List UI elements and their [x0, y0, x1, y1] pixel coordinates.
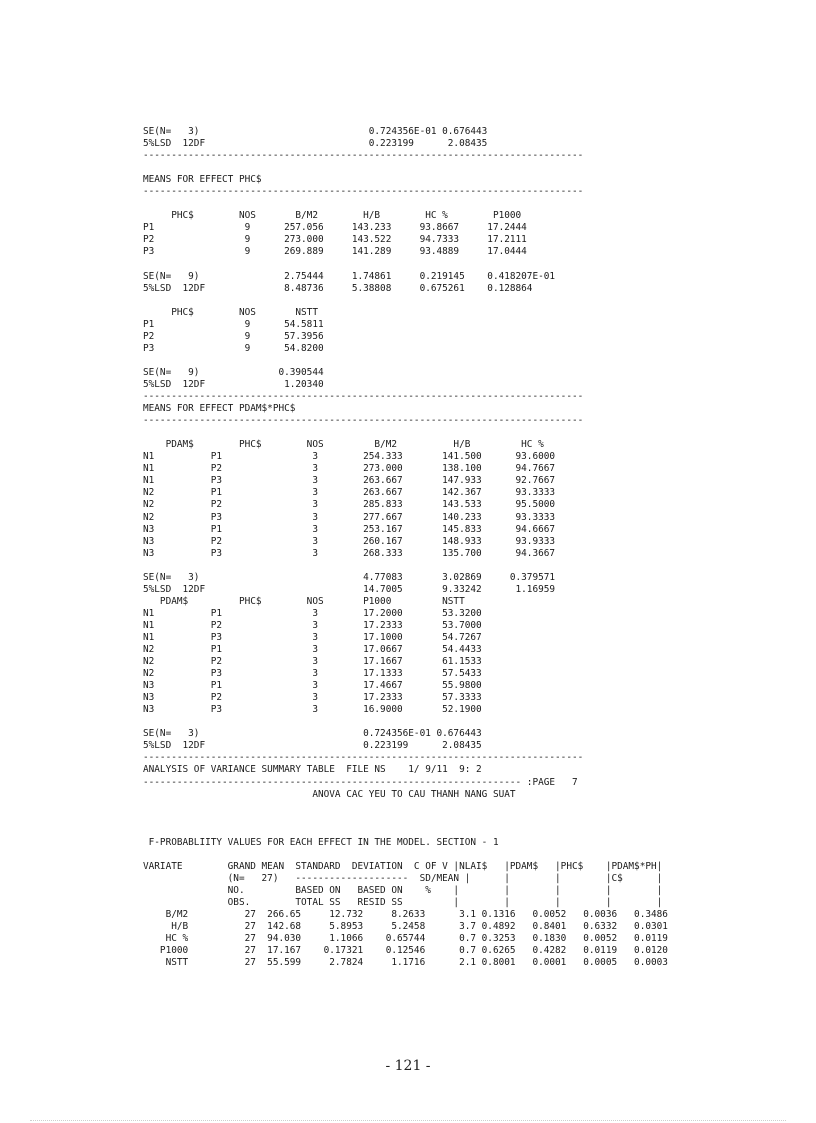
bottom-dotted-rule: [30, 1120, 786, 1121]
printout-line: NO. BASED ON BASED ON % | | | | |: [143, 884, 663, 896]
printout-line: N3 P1 3 253.167 145.833 94.6667: [143, 523, 556, 535]
printout-line: PHC$ NOS NSTT: [143, 306, 318, 318]
printout-line: [143, 813, 668, 825]
printout-line: H/B 27 142.68 5.8953 5.2458 3.7 0.4892 0.8401 0.6332 0.0301: [143, 921, 668, 933]
printout-line: N1 P3 3 17.1000 54.7267: [143, 631, 482, 643]
printout-line: 5%LSD 12DF 0.223199 2.08435: [143, 740, 482, 752]
printout-line: SE(N= 3) 0.724356E-01 0.676443: [143, 126, 488, 137]
printout-line: 5%LSD 12DF 1.20340: [143, 378, 324, 390]
printout-line: [143, 427, 668, 439]
printout-line: PDAM$ PHC$ NOS P1000 NSTT: [143, 595, 465, 607]
printout-line: N2 P3 3 17.1333 57.5433: [143, 668, 482, 680]
printout-line: (N= 27) -------------------- SD/MEAN | | | |C$ |: [143, 872, 663, 884]
printout-line: N1 P1 3 17.2000 53.3200: [143, 607, 482, 619]
printout-line: ANOVA CAC YEU TO CAU THANH NANG SUAT: [143, 788, 516, 800]
printout-line: N1 P2 3 17.2333 53.7000: [143, 619, 482, 631]
printout-line: N1 P3 3 263.667 147.933 92.7667: [143, 475, 556, 487]
printout-line: ANALYSIS OF VARIANCE SUMMARY TABLE FILE NS 1/ 9/11 9: 2: [143, 764, 482, 776]
page-number: - 121 -: [385, 1058, 431, 1074]
printout-line: P3 9 54.8200: [143, 342, 324, 354]
printout-line: VARIATE GRAND MEAN STANDARD DEVIATION C OF V |NLAI$ |PDAM$ |PHC$ |PDAM$*PH|: [143, 860, 663, 872]
printout-line: N3 P3 3 268.333 135.700 94.3667: [143, 547, 556, 559]
printout-line: ------------------------------------------------------------------------------: [143, 415, 584, 427]
printout-line: [143, 162, 668, 174]
printout-line: OBS. TOTAL SS RESID SS | | | | |: [143, 897, 663, 908]
printout-line: P1 9 54.5811: [143, 318, 324, 330]
printout-line: N2 P2 3 285.833 143.533 95.5000: [143, 499, 556, 511]
printout-line: 5%LSD 12DF 0.223199 2.08435: [143, 138, 488, 150]
printout-line: N3 P2 3 17.2333 57.3333: [143, 692, 482, 704]
printout-line: [143, 716, 668, 728]
printout-line: P2 9 57.3956: [143, 330, 324, 342]
printout-line: P1000 27 17.167 0.17321 0.12546 0.7 0.6265 0.4282 0.0119 0.0120: [143, 945, 668, 957]
printout-line: P1 9 257.056 143.233 93.8667 17.2444: [143, 222, 527, 234]
printout-line: 5%LSD 12DF 14.7005 9.33242 1.16959: [143, 583, 556, 595]
printout-line: ------------------------------------------------------------------------------: [143, 150, 584, 162]
printout-line: N2 P1 3 263.667 142.367 93.3333: [143, 487, 556, 499]
printout-line: HC % 27 94.030 1.1066 0.65744 0.7 0.3253 0.1830 0.0052 0.0119: [143, 933, 668, 945]
printout-line: N1 P1 3 254.333 141.500 93.6000: [143, 451, 556, 463]
printout-line: N3 P3 3 16.9000 52.1900: [143, 704, 482, 716]
printout-line: NSTT 27 55.599 2.7824 1.1716 2.1 0.8001 0.0001 0.0005 0.0003: [143, 957, 668, 969]
printout-line: PHC$ NOS B/M2 H/B HC % P1000: [143, 210, 522, 222]
printout-line: PDAM$ PHC$ NOS B/M2 H/B HC %: [143, 439, 544, 451]
printout-line: F-PROBABLIITY VALUES FOR EACH EFFECT IN THE MODEL. SECTION - 1: [143, 836, 499, 848]
printout-line: SE(N= 3) 0.724356E-01 0.676443: [143, 728, 482, 740]
printout-line: N2 P2 3 17.1667 61.1533: [143, 656, 482, 668]
printout-line: P2 9 273.000 143.522 94.7333 17.2111: [143, 234, 527, 246]
printout-line: B/M2 27 266.65 12.732 8.2633 3.1 0.1316 0.0052 0.0036 0.3486: [143, 909, 668, 921]
printout-line: SE(N= 9) 2.75444 1.74861 0.219145 0.418207E-01: [143, 270, 556, 282]
statistics-printout: [143, 126, 668, 969]
printout-line: ------------------------------------------------------------------- :PAGE 7: [143, 776, 578, 788]
printout-line: MEANS FOR EFFECT PHC$: [143, 174, 262, 186]
printout-line: [143, 801, 668, 813]
printout-line: N2 P1 3 17.0667 54.4433: [143, 644, 482, 656]
printout-line: ------------------------------------------------------------------------------: [143, 391, 584, 403]
printout-line: P3 9 269.889 141.289 93.4889 17.0444: [143, 246, 527, 258]
printout-line: [143, 355, 668, 367]
printout-line: SE(N= 9) 0.390544: [143, 366, 324, 378]
printout-line: [143, 198, 668, 210]
printout-line: MEANS FOR EFFECT PDAM$*PHC$: [143, 403, 296, 415]
printout-line: SE(N= 3) 4.77083 3.02869 0.379571: [143, 571, 556, 583]
printout-line: [143, 560, 668, 572]
printout-line: ------------------------------------------------------------------------------: [143, 752, 584, 764]
printout-line: [143, 849, 668, 861]
printout-line: [143, 295, 668, 307]
printout-line: ------------------------------------------------------------------------------: [143, 186, 584, 198]
printout-line: N3 P1 3 17.4667 55.9800: [143, 680, 482, 692]
printout-line: N2 P3 3 277.667 140.233 93.3333: [143, 511, 556, 523]
printout-line: [143, 259, 668, 271]
printout-line: [143, 825, 668, 837]
printout-line: 5%LSD 12DF 8.48736 5.38808 0.675261 0.128864: [143, 282, 533, 294]
printout-line: N3 P2 3 260.167 148.933 93.9333: [143, 535, 556, 547]
printout-line: N1 P2 3 273.000 138.100 94.7667: [143, 463, 556, 475]
